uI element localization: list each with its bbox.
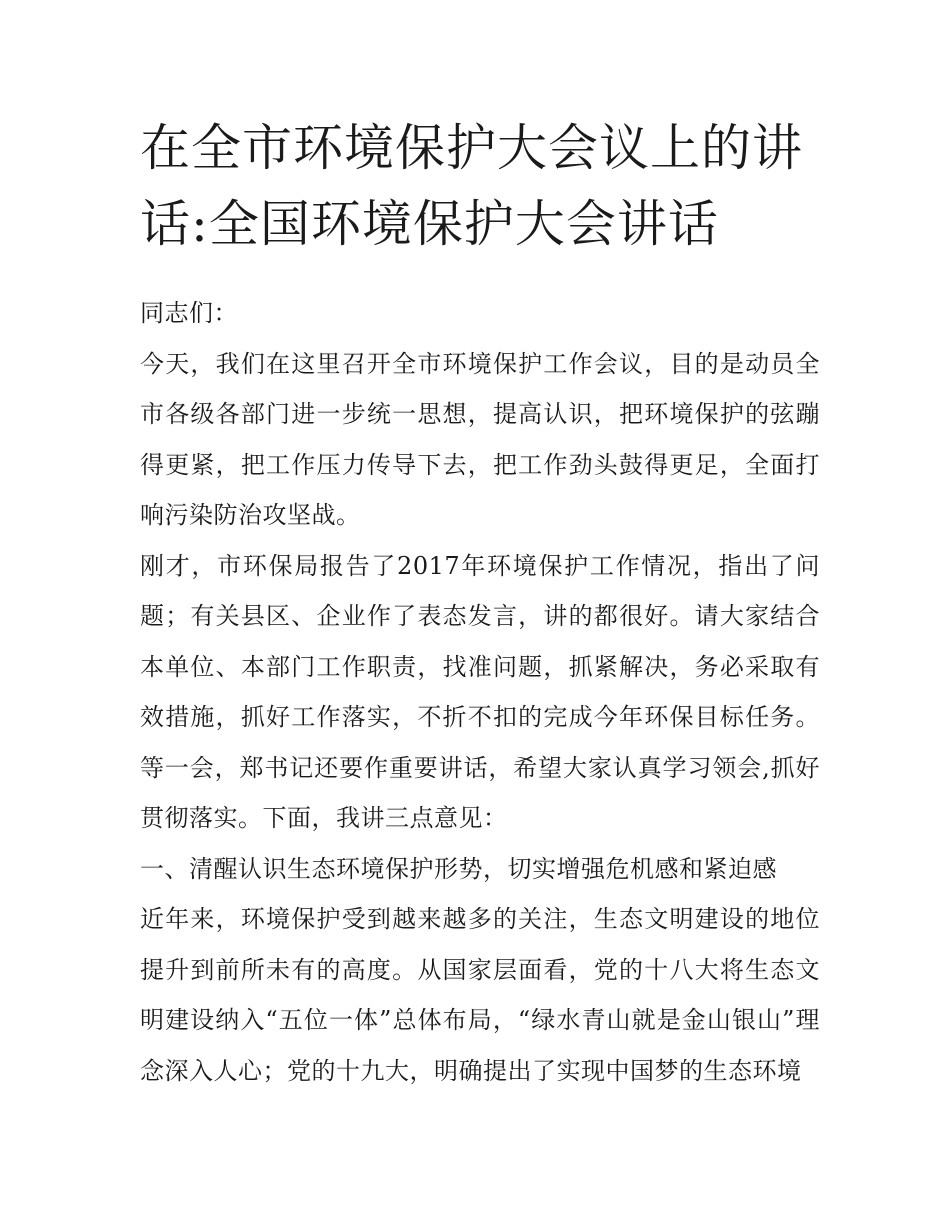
body-paragraph: 今天，我们在这里召开全市环境保护工作会议，目的是动员全市各级各部门进一步统一思想，提高认识，把环境保护的弦蹦得更紧，把工作压力传导下去，把工作劲头鼓得更足，全面打响污染防治攻坚战。 bbox=[140, 349, 820, 529]
body-paragraph: 刚才，市环保局报告了2017年环境保护工作情况，指出了问题；有关县区、企业作了表态发言，讲的都很好。请大家结合本单位、本部门工作职责，找准问题，抓紧解决，务必采取有效措施，抓好工作落实，不折不扣的完成今年环保目标任务。等一会，郑书记还要作重要讲话，希望大家认真学习领会,抓好贯彻落实。下面，我讲三点意见： bbox=[140, 551, 820, 832]
document-page bbox=[140, 110, 820, 1096]
greeting-paragraph: 同志们： bbox=[140, 299, 238, 327]
body-paragraph: 近年来，环境保护受到越来越多的关注，生态文明建设的地位提升到前所未有的高度。从国家层面看，党的十八大将生态文明建设纳入“五位一体”总体布局，“绿水青山就是金山银山”理念深入人心；党的十九大，明确提出了实现中国梦的生态环境 bbox=[140, 905, 820, 1085]
document-title: 在全市环境保护大会议上的讲话:全国环境保护大会讲话 bbox=[140, 119, 803, 253]
section-heading: 一、清醒认识生态环境保护形势，切实增强危机感和紧迫感 bbox=[140, 854, 777, 883]
